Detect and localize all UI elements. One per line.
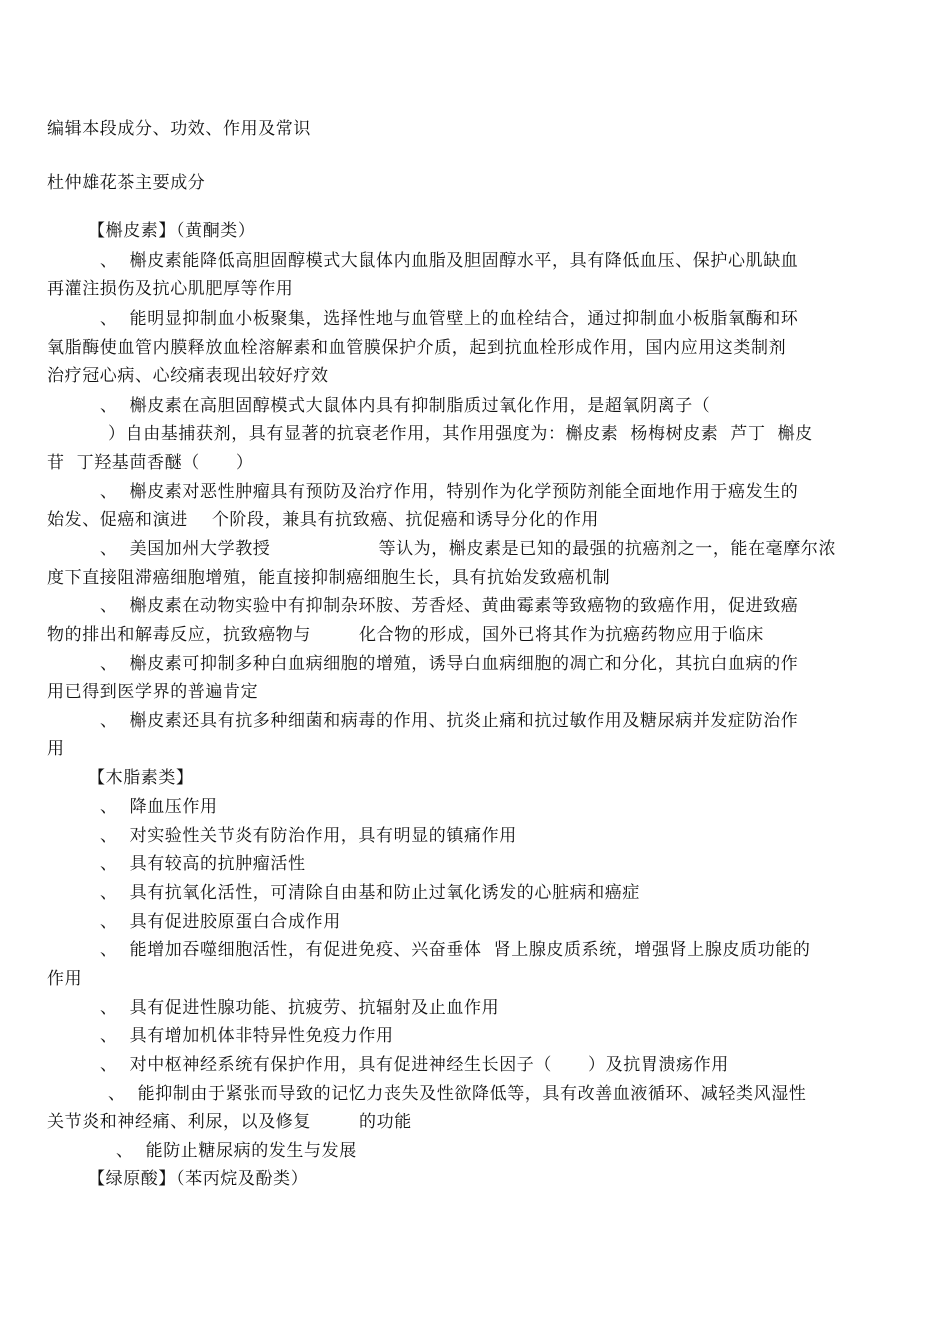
list-item: 、 具有较高的抗肿瘤活性 [100, 854, 306, 874]
paragraph-line: 再灌注损伤及抗心肌肥厚等作用 [47, 279, 294, 299]
list-item: 、 能防止糖尿病的发生与发展 [116, 1141, 357, 1161]
document-title: 杜仲雄花茶主要成分 [47, 173, 206, 193]
paragraph-line: 用 [47, 739, 65, 759]
paragraph-line: 治疗冠心病、心绞痛表现出较好疗效 [47, 366, 329, 386]
list-item: 、 对实验性关节炎有防治作用，具有明显的镇痛作用 [100, 826, 517, 846]
list-item: 、 对中枢神经系统有保护作用，具有促进神经生长因子（ ）及抗胃溃疡作用 [100, 1055, 729, 1075]
paragraph-line: 、 能明显抑制血小板聚集，选择性地与血管壁上的血栓结合，通过抑制血小板脂氧酶和环 [100, 309, 799, 329]
paragraph-line: 、 槲皮素在动物实验中有抑制杂环胺、芳香烃、黄曲霉素等致癌物的致癌作用，促进致癌 [100, 596, 799, 616]
list-item: 、 具有促进胶原蛋白合成作用 [100, 912, 341, 932]
lignan-title: 【木脂素类】 [88, 768, 194, 788]
paragraph-line: 、 槲皮素还具有抗多种细菌和病毒的作用、抗炎止痛和抗过敏作用及糖尿病并发症防治作 [100, 711, 799, 731]
list-item: 、 降血压作用 [100, 797, 218, 817]
flavonoid-title: 【槲皮素】（黄酮类） [88, 221, 256, 241]
chlorogenic-title: 【绿原酸】（苯丙烷及酚类） [88, 1169, 309, 1189]
paragraph-line: 氧脂酶使血管内膜释放血栓溶解素和血管膜保护介质，起到抗血栓形成作用，国内应用这类制剂 [47, 338, 787, 358]
list-item: 、 具有促进性腺功能、抗疲劳、抗辐射及止血作用 [100, 998, 500, 1018]
paragraph-line: 、 美国加州大学教授 等认为，槲皮素是已知的最强的抗癌剂之一，能在毫摩尔浓 [100, 539, 837, 559]
paragraph-line: 苷 丁羟基茴香醚（ ） [47, 453, 254, 473]
paragraph-line: ）自由基捕获剂，具有显著的抗衰老作用，其作用强度为：槲皮素 杨梅树皮素 芦丁 槲皮 [108, 424, 813, 444]
paragraph-line: 、 槲皮素在高胆固醇模式大鼠体内具有抑制脂质过氧化作用，是超氧阴离子（ [100, 396, 711, 416]
paragraph-line: 、 槲皮素能降低高胆固醇模式大鼠体内血脂及胆固醇水平，具有降低血压、保护心肌缺血 [100, 251, 799, 271]
paragraph-line: 、 槲皮素可抑制多种白血病细胞的增殖，诱导白血病细胞的凋亡和分化，其抗白血病的作 [100, 654, 799, 674]
list-item: 、 能增加吞噬细胞活性，有促进免疫、兴奋垂体 肾上腺皮质系统，增强肾上腺皮质功能的 [100, 940, 811, 960]
section-heading-components: 编辑本段成分、功效、作用及常识 [47, 119, 311, 139]
list-item: 、 能抑制由于紧张而导致的记忆力丧失及性欲降低等，具有改善血液循环、减轻类风湿性 [108, 1084, 807, 1104]
list-item: 关节炎和神经痛、利尿，以及修复 的功能 [47, 1112, 412, 1132]
paragraph-line: 物的排出和解毒反应，抗致癌物与 化合物的形成，国外已将其作为抗癌药物应用于临床 [47, 625, 764, 645]
paragraph-line: 用已得到医学界的普遍肯定 [47, 682, 259, 702]
list-item: 、 具有抗氧化活性，可清除自由基和防止过氧化诱发的心脏病和癌症 [100, 883, 641, 903]
list-item: 作用 [47, 969, 83, 989]
paragraph-line: 始发、促癌和演进 个阶段，兼具有抗致癌、抗促癌和诱导分化的作用 [47, 510, 600, 530]
list-item: 、 具有增加机体非特异性免疫力作用 [100, 1026, 394, 1046]
paragraph-line: 、 槲皮素对恶性肿瘤具有预防及治疗作用，特别作为化学预防剂能全面地作用于癌发生的 [100, 482, 799, 502]
paragraph-line: 度下直接阻滞癌细胞增殖，能直接抑制癌细胞生长，具有抗始发致癌机制 [47, 568, 611, 588]
